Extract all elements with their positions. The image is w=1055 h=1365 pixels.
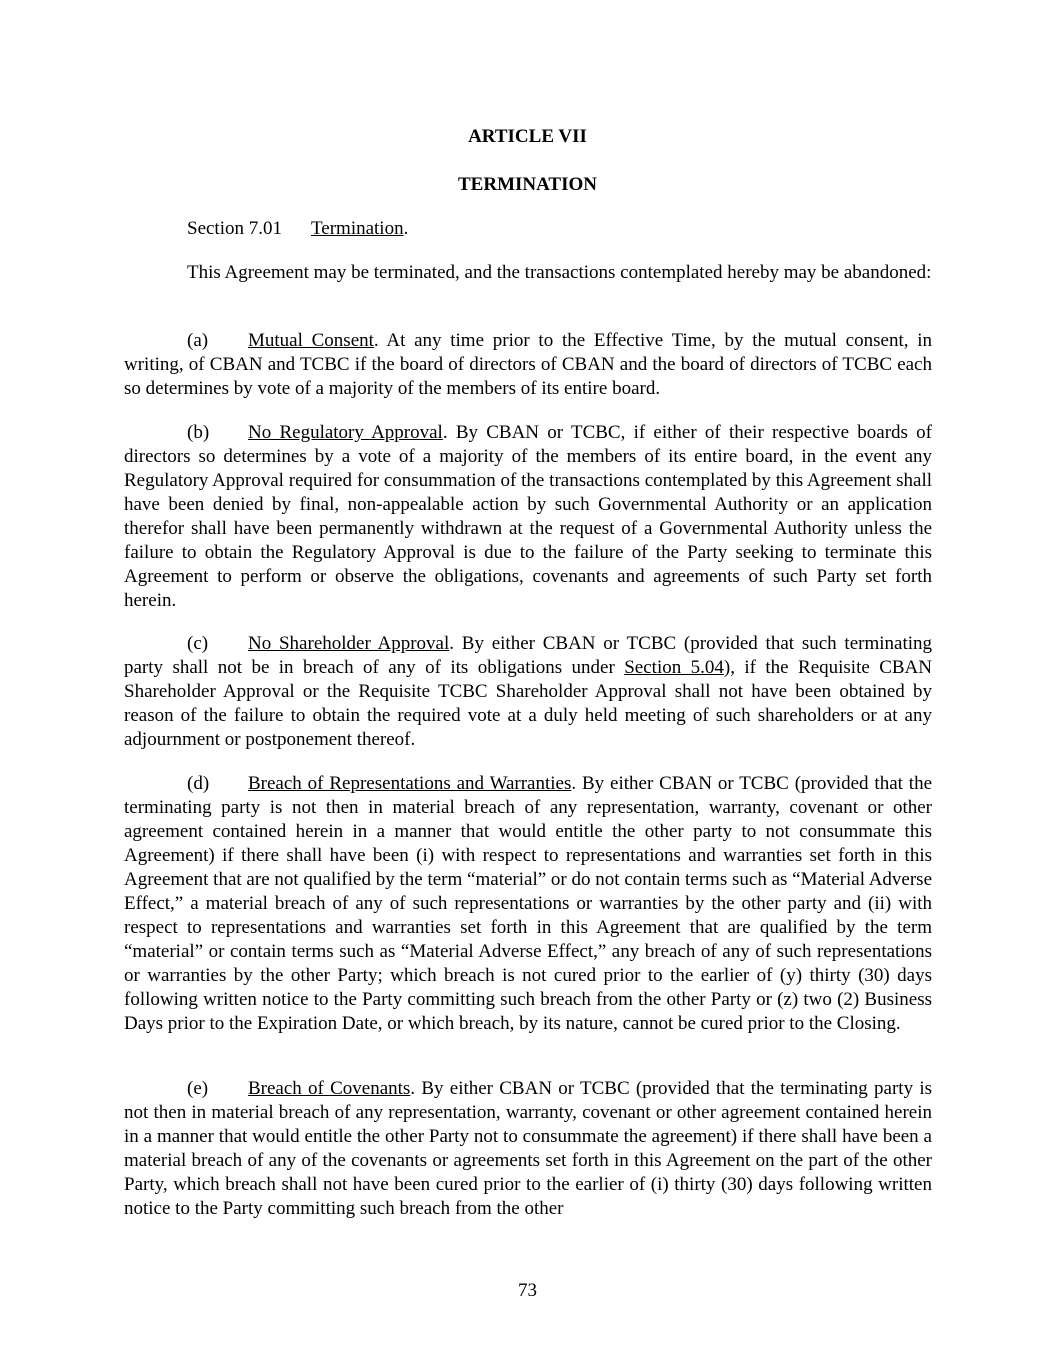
article-heading: ARTICLE VII	[468, 126, 587, 147]
clause-label: (d)	[187, 773, 210, 794]
intro-paragraph: This Agreement may be terminated, and the transactions contemplated hereby may be abandoned:	[187, 262, 932, 283]
clause-paragraph-c	[124, 632, 932, 752]
clause-text: . By either CBAN or TCBC (provided that such terminating party shall not be in breach of any of its obligations under	[124, 633, 932, 678]
clause-text: . By either CBAN or TCBC (provided that the terminating party is not then in material breach of any representation, warranty, covenant or other agreement contained herein in a manner that would entitle the other Party not to consummate the agreement) if there shall have been a material breach of any of the covenants or agreements set forth in this Agreement on the part of the other Party, which breach shall not have been cured prior to the earlier of (i) thirty (30) days following written notice to the Party committing such breach from the other	[124, 1078, 932, 1219]
section-reference-link: Section 5.04	[624, 657, 724, 678]
clause-label: (b)	[187, 422, 210, 443]
clause-heading: Mutual Consent	[248, 330, 374, 351]
clause-label: (c)	[187, 633, 209, 654]
clause-text: . By either CBAN or TCBC (provided that the terminating party is not then in material breach of any representation, warranty, covenant or other agreement contained herein in a manner that would entitle the other party to not consummate this Agreement) if there shall have been (i) with respect to representations and warranties set forth in this Agreement that are not qualified by the term “material” or do not contain terms such as “Material Adverse Effect,” a material breach of any of such representations or warranties by the other party and (ii) with respect to representations and warranties set forth in this Agreement that are qualified by the term “material” or contain terms such as “Material Adverse Effect,” any breach of any of such representations or warranties by the other Party; which breach is not cured prior to the earlier of (y) thirty (30) days following written notice to the Party committing such breach from the other Party or (z) two (2) Business Days prior to the Expiration Date, or which breach, by its nature, cannot be cured prior to the Closing.	[124, 773, 933, 1034]
section-number: Section 7.01	[187, 218, 282, 239]
article-subtitle: TERMINATION	[458, 174, 597, 195]
clause-text-continued: ), if the Requisite CBAN Shareholder Approval or the Requisite TCBC Shareholder Approval shall not have been obtained by reason of the failure to obtain the required vote at a duly held meeting of such shareholders or at any adjournment or postponement thereof.	[124, 657, 932, 750]
clause-paragraph-d	[124, 772, 932, 1036]
page-number: 73	[518, 1280, 537, 1301]
clause-heading: No Regulatory Approval	[248, 422, 443, 443]
section-heading	[187, 217, 408, 241]
section-title-suffix: .	[403, 218, 409, 239]
clause-text: . By CBAN or TCBC, if either of their respective boards of directors so determines by a vote of a majority of the members of its entire board, in the event any Regulatory Approval required for consummation of the transactions contemplated by this Agreement shall have been denied by final, non-appealable action by such Governmental Authority or an application therefor shall have been permanently withdrawn at the request of a Governmental Authority unless the failure to obtain the Regulatory Approval is due to the failure of the Party seeking to terminate this Agreement to perform or observe the obligations, covenants and agreements of such Party set forth herein.	[124, 422, 932, 611]
clause-paragraph-b	[124, 421, 932, 613]
clause-label: (a)	[187, 330, 209, 351]
clause-heading: Breach of Covenants	[248, 1078, 411, 1099]
clause-paragraph-a	[124, 329, 932, 401]
clause-heading: Breach of Representations and Warranties	[248, 773, 572, 794]
clause-paragraph-e	[124, 1077, 932, 1221]
clause-heading: No Shareholder Approval	[248, 633, 450, 654]
clause-label: (e)	[187, 1078, 209, 1099]
clause-text: . At any time prior to the Effective Time, by the mutual consent, in writing, of CBAN and TCBC if the board of directors of CBAN and the board of directors of TCBC each so determines by vote of a majority of the members of its entire board.	[124, 330, 932, 399]
section-title: Termination	[311, 218, 404, 239]
